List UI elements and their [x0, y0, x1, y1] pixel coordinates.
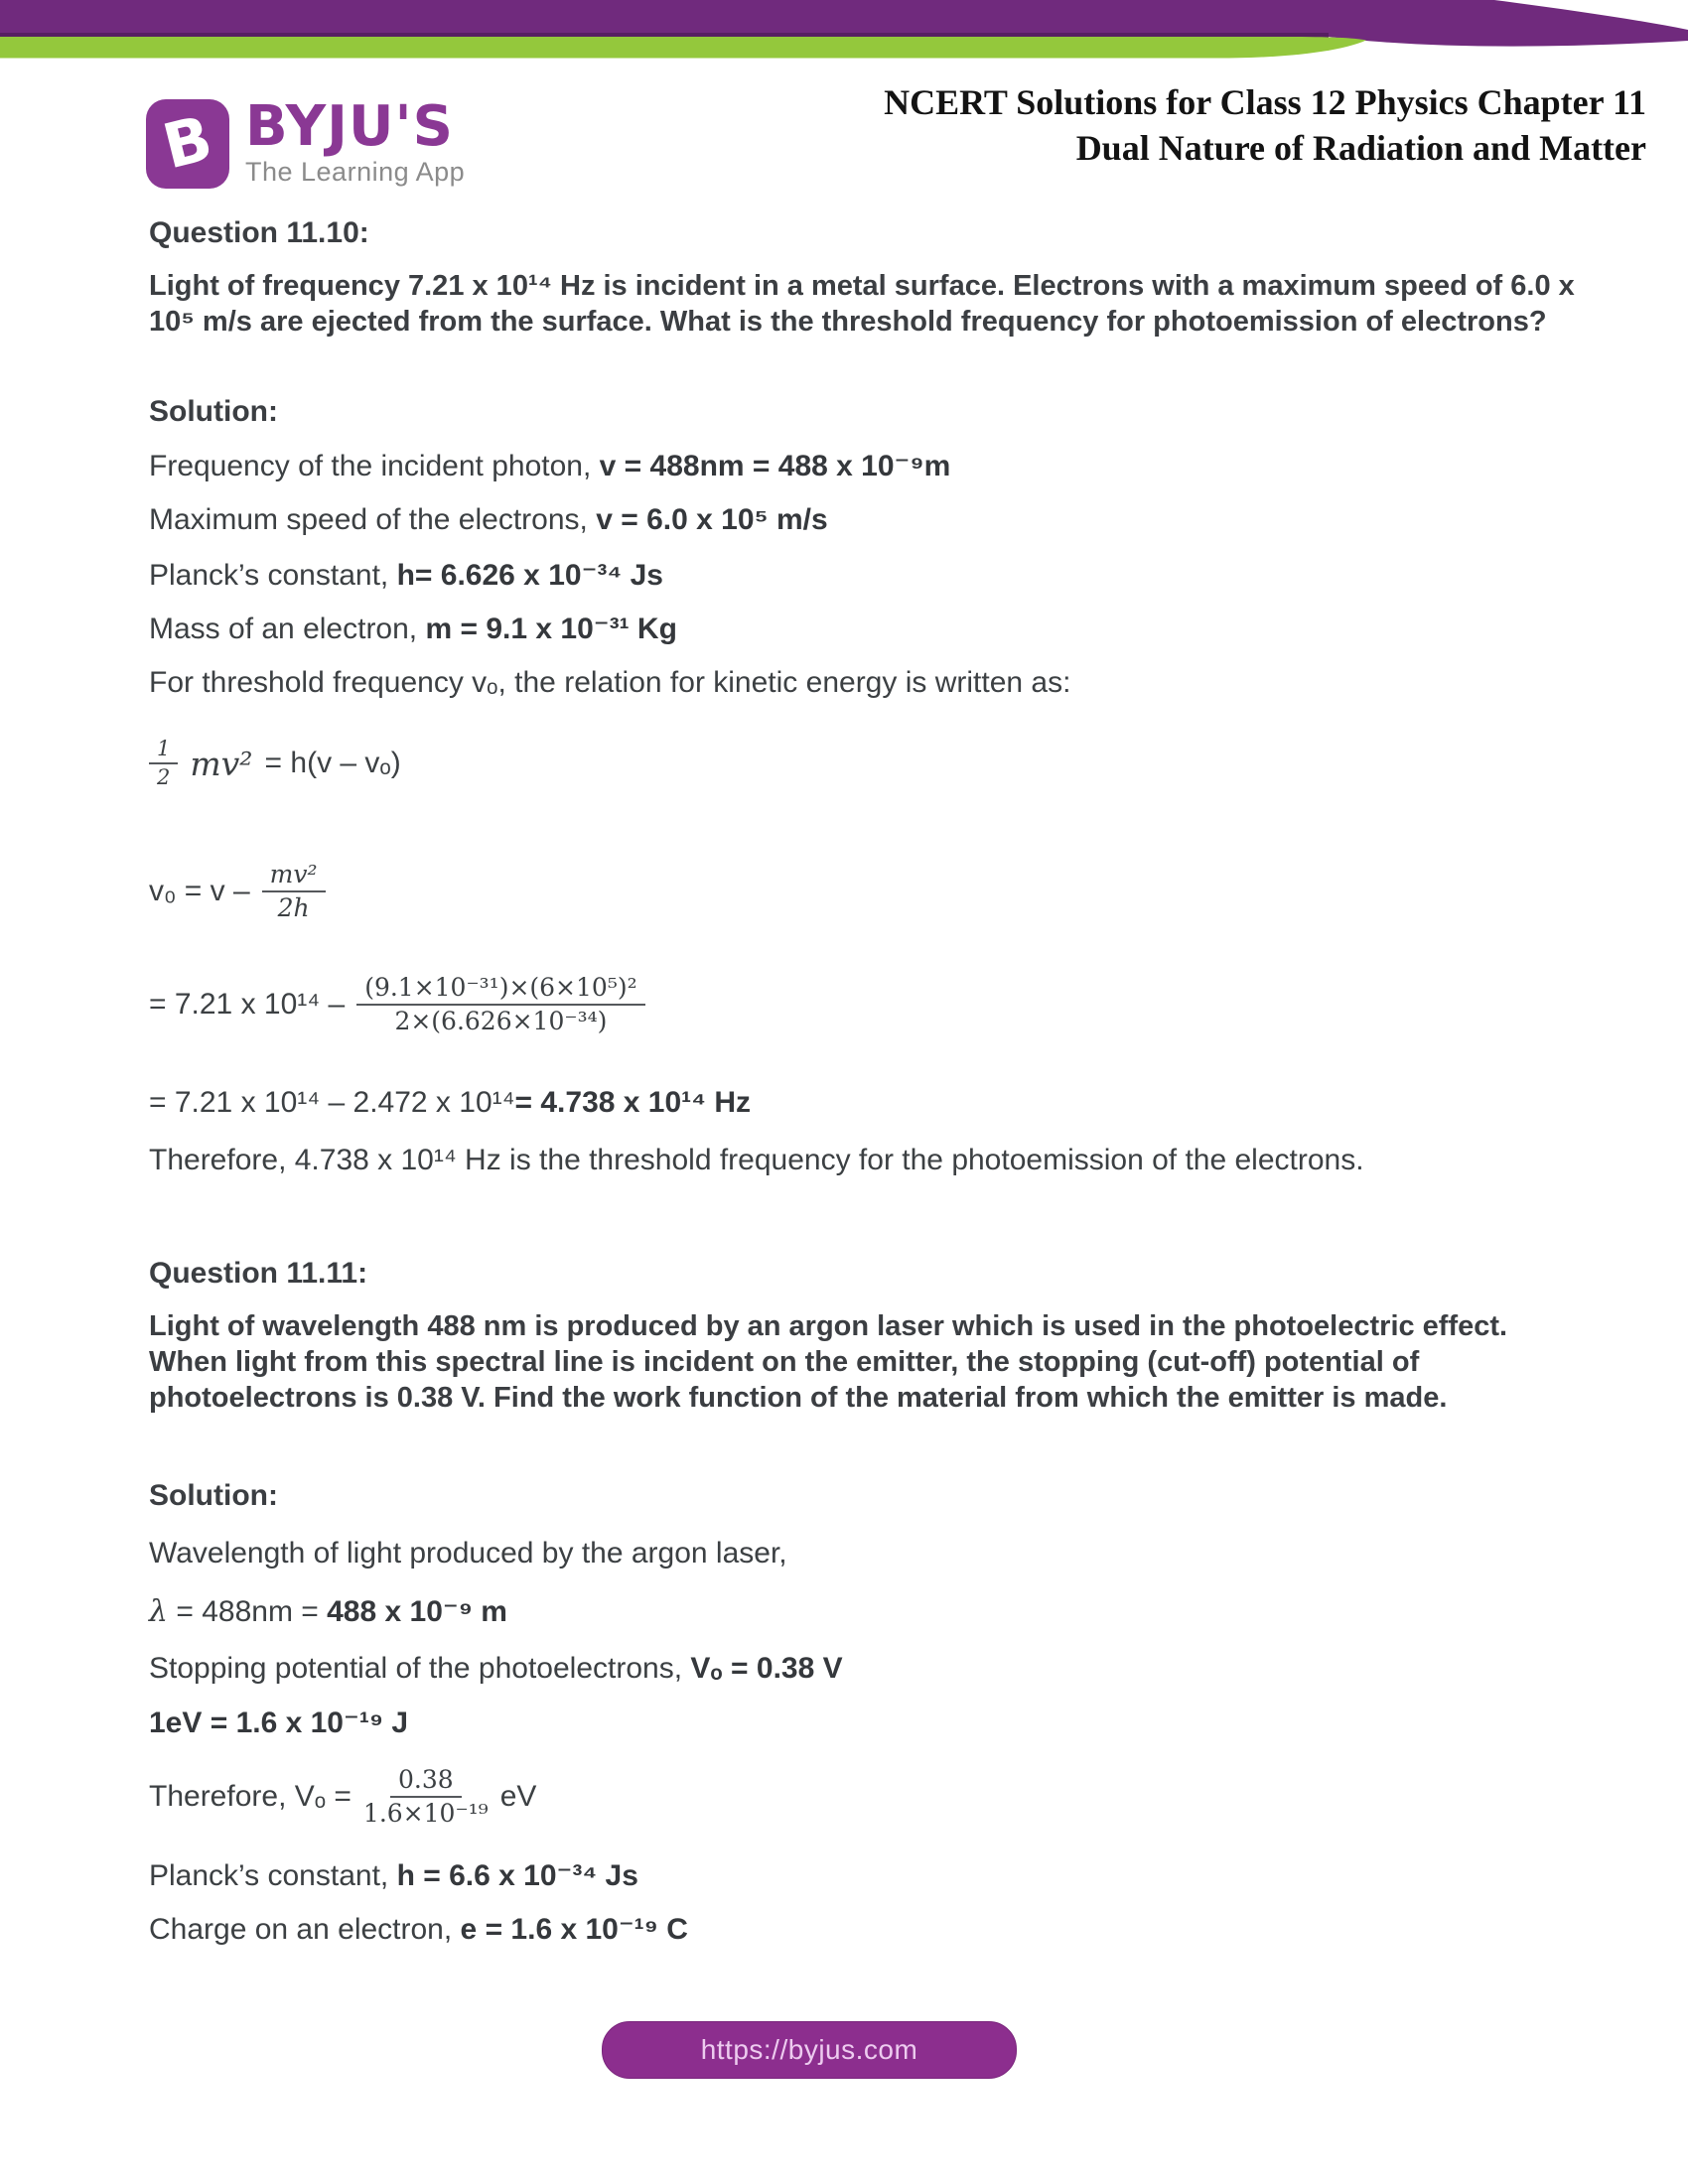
title-line-1: NCERT Solutions for Class 12 Physics Chapter 11 — [884, 82, 1646, 122]
q10-question-text: Light of frequency 7.21 x 10¹⁴ Hz is incident in a metal surface. Electrons with a maximum speed of 6.0 x 10⁵ m/s are ejected from the surface. What is the threshold frequency for photoemission of electrons? — [149, 270, 1575, 338]
q10-formula-result: = 7.21 x 10¹⁴ – 2.472 x 10¹⁴= 4.738 x 10¹⁴ Hz — [149, 1086, 751, 1119]
footer-url-text: https://byjus.com — [700, 2034, 918, 2065]
q10-heading: Question 11.10: — [149, 216, 369, 249]
q10-formula-substitution — [149, 973, 645, 1036]
kinetic-rhs: = h(v – vₒ) — [264, 747, 401, 780]
green-swoosh — [0, 37, 1366, 59]
q11-question-text: Light of wavelength 488 nm is produced by an argon laser which is used in the photoelectric effect. When light from this spectral line is incident on the emitter, the stopping (cut-off) potential of photoelectrons is 0.38 V. Find the work function of the material from which the emitter is made. — [149, 1310, 1508, 1414]
q10-relation-intro: For threshold frequency vₒ, the relation for kinetic energy is written as: — [149, 666, 1071, 699]
byjus-b-glyph: B — [156, 101, 219, 184]
q11-stopping-potential: Stopping potential of the photoelectrons, Vₒ = 0.38 V — [149, 1652, 843, 1685]
footer-url-button[interactable] — [602, 2021, 1017, 2079]
logo-brand-text: BYJU'S — [245, 94, 454, 159]
q11-intro-line: Wavelength of light produced by the argon laser, — [149, 1537, 787, 1570]
q10-fact-mass: Mass of an electron, m = 9.1 x 10⁻³¹ Kg — [149, 613, 677, 645]
q10-solution-label: Solution: — [149, 395, 278, 428]
q10-formula-threshold — [149, 860, 326, 923]
q10-fact-frequency: Frequency of the incident photon, v = 488nm = 488 x 10⁻⁹m — [149, 450, 951, 482]
q11-charge-line: Charge on an electron, e = 1.6 x 10⁻¹⁹ C — [149, 1913, 688, 1946]
q10-formula-kinetic-energy — [149, 737, 401, 790]
substitution-lhs: = 7.21 x 10¹⁴ – — [149, 988, 346, 1021]
document-title — [884, 79, 1646, 171]
q11-solution-label: Solution: — [149, 1479, 278, 1512]
potential-rhs: eV — [499, 1780, 537, 1813]
fraction-potential: $\frac{0.38}{\text{1.6×10⁻¹⁹}}$ — [362, 1765, 489, 1828]
byjus-logo-icon — [146, 99, 229, 189]
potential-lhs: Therefore, Vₒ = — [149, 1780, 352, 1813]
title-line-2: Dual Nature of Radiation and Matter — [1075, 128, 1646, 168]
fraction-one-half: $\frac{1}{2}$ — [149, 737, 178, 790]
q11-heading: Question 11.11: — [149, 1257, 368, 1290]
q11-formula-potential — [149, 1765, 536, 1829]
logo-tagline: The Learning App — [245, 157, 466, 187]
threshold-lhs: v₀ = v – — [149, 875, 250, 907]
term-mv-squared: mv² — [190, 744, 253, 783]
q11-lambda-formula: λ = 488nm = 488 x 10⁻⁹ m — [149, 1594, 507, 1629]
fraction-mv2-2h: $\frac{\text{mv²}}{2h}$ — [262, 860, 326, 923]
q10-fact-max-speed: Maximum speed of the electrons, v = 6.0 x 10⁵ m/s — [149, 503, 828, 536]
q10-conclusion: Therefore, 4.738 x 10¹⁴ Hz is the threshold frequency for the photoemission of the electrons. — [149, 1144, 1364, 1176]
fraction-substitution: $\frac{\text{(9.1×10⁻³¹)×(6×10⁵)²}}{\text{2×(6.626×10⁻³⁴)}}$ — [356, 973, 644, 1036]
q10-fact-planck: Planck’s constant, h= 6.626 x 10⁻³⁴ Js — [149, 559, 663, 592]
divider-line — [0, 33, 1329, 38]
q11-planck-line: Planck’s constant, h = 6.6 x 10⁻³⁴ Js — [149, 1859, 638, 1892]
q11-ev-line: 1eV = 1.6 x 10⁻¹⁹ J — [149, 1706, 409, 1739]
lambda-symbol: λ — [149, 1594, 169, 1629]
byjus-logo — [146, 94, 466, 189]
